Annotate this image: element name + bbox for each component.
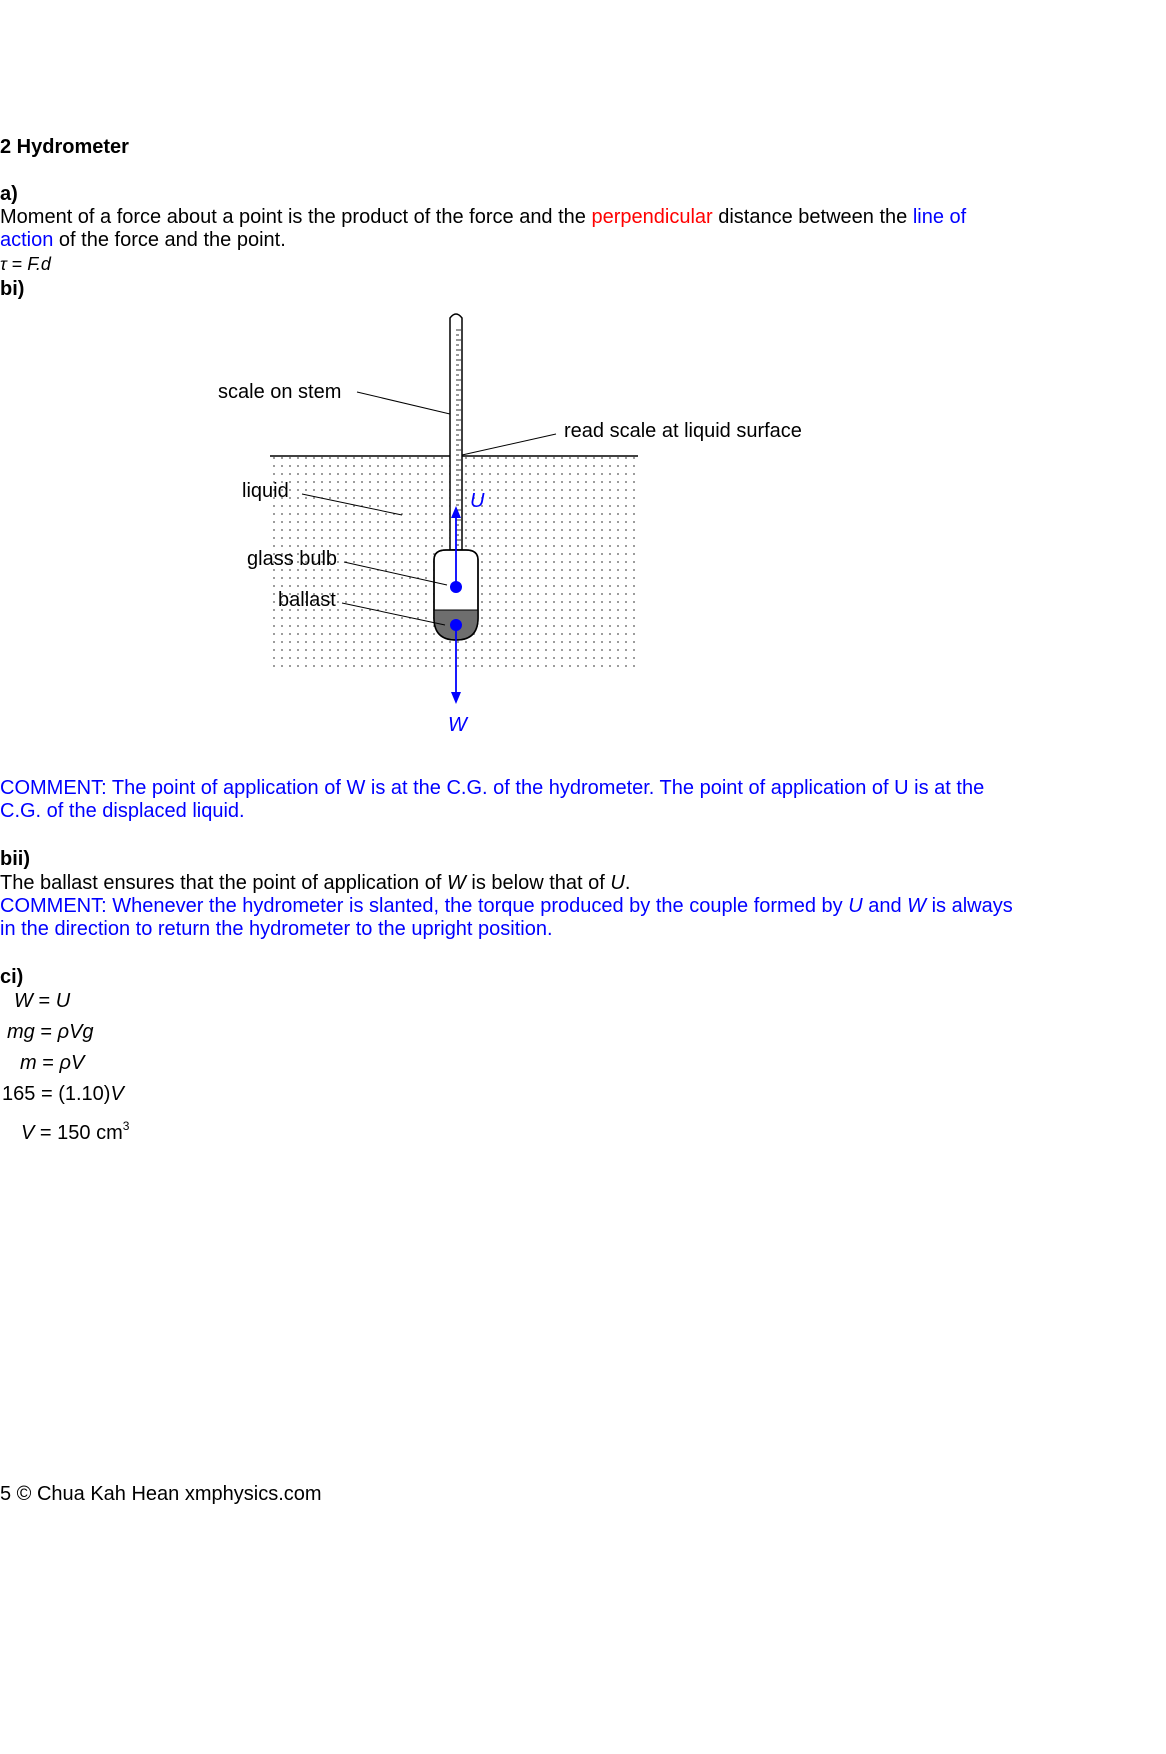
leader-read <box>462 434 556 455</box>
comment-bi: COMMENT: The point of application of W is at the C.G. of the hydrometer. The point of application of U is at the C.G. of the displaced liquid. <box>0 777 985 822</box>
cg-hydrometer <box>450 619 462 631</box>
label-ballast: ballast <box>278 589 336 611</box>
part-a-label: a) <box>0 183 18 205</box>
comment-bii: COMMENT: Whenever the hydrometer is slanted, the torque produced by the couple formed by U and W is always in the direction to return the hydrometer to the upright position. <box>0 895 1013 940</box>
force-w-arrowhead <box>451 692 461 704</box>
torque-formula: τ = F.d <box>0 254 51 274</box>
equation-3: m = ρV <box>20 1052 85 1074</box>
page-footer: 5 © Chua Kah Hean xmphysics.com <box>0 1483 322 1505</box>
label-read-scale: read scale at liquid surface <box>564 420 802 442</box>
label-liquid: liquid <box>242 480 289 502</box>
label-force-u: U <box>470 490 485 512</box>
part-bii-label: bii) <box>0 848 30 870</box>
keyword-action: action <box>0 229 54 251</box>
part-bi-label: bi) <box>0 278 25 300</box>
equation-5: V = 150 $cm^3$ <box>21 1119 130 1144</box>
cg-displaced-liquid <box>450 581 462 593</box>
equation-4: 165 = (1.10)V <box>2 1083 124 1105</box>
keyword-line-of: line of <box>912 206 967 228</box>
part-ci-label: ci) <box>0 966 24 988</box>
label-glass-bulb: glass bulb <box>247 548 338 570</box>
hydrometer-diagram <box>0 0 1166 760</box>
keyword-perpendicular: perpendicular <box>591 206 713 228</box>
section-title: 2 Hydrometer <box>0 136 129 158</box>
equation-2: mg = ρVg <box>7 1021 94 1043</box>
part-bii-answer: The ballast ensures that the point of application of W is below that of U. <box>0 872 631 894</box>
label-force-w: W <box>448 714 467 736</box>
part-a-definition: Moment of a force about a point is the product of the force and the perpendicular distance between the line of action of the force and the point. <box>0 206 967 251</box>
label-scale-on-stem: scale on stem <box>218 381 342 403</box>
equation-1: W = U <box>14 990 71 1012</box>
leader-scale <box>357 392 450 414</box>
